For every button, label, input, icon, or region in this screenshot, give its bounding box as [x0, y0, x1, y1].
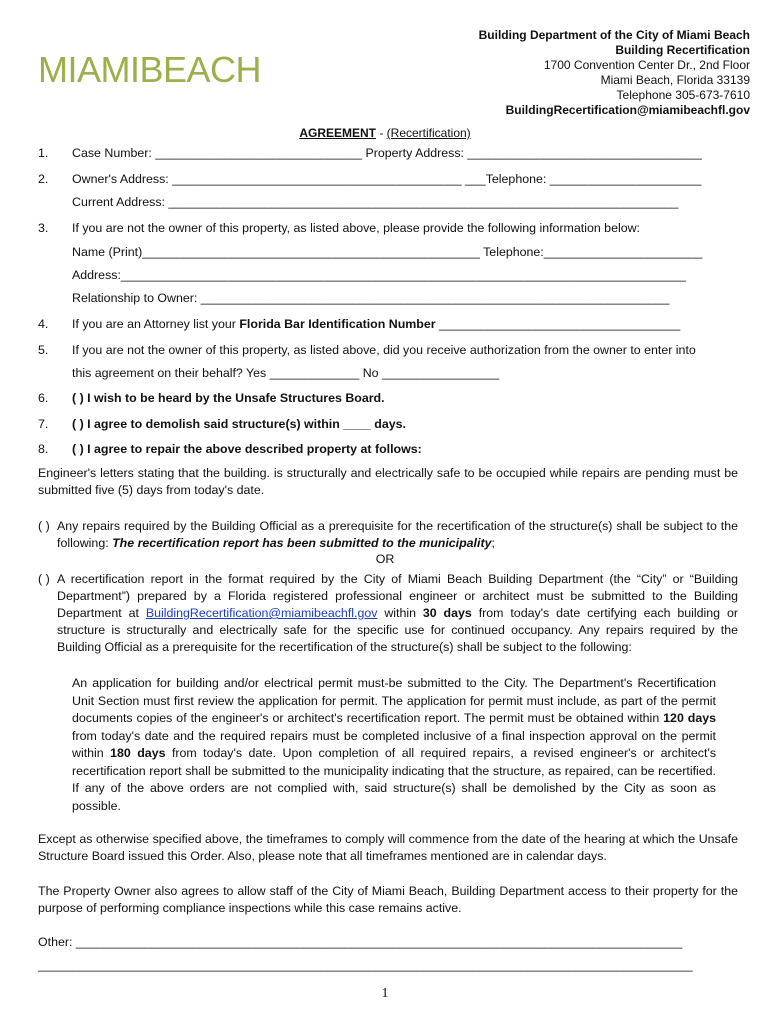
engineer-letters-paragraph: Engineer's letters stating that the building. is structurally and electrically safe to be occupied while repairs are pending must be submitted five (5) days from today's date. [38, 466, 738, 497]
agreement-title [0, 126, 770, 140]
timeframes-paragraph: Except as otherwise specified above, the timeframes to comply will commence from the date of the hearing at which the Unsafe Structure Board issued this Order. Also, please note that all timeframes mentioned are in calendar days. [38, 832, 738, 863]
item-number: 4. [38, 317, 49, 331]
header-address: 1700 Convention Center Dr., 2nd Floor [543, 58, 750, 72]
item-number: 7. [38, 417, 49, 431]
permit-text-c: from today's date and the required repairs must be completed inclusive of a final inspection approval on the permit within [72, 728, 716, 760]
permit-120-days: 120 days [663, 711, 717, 725]
permit-text-e: from today's date. Upon completion of all required repairs, a revised engineer's or architect's recertification report shall be submitted to the municipality indicating that the structure, as repaired, can be recertified. If any of the above orders are not complied with, said structure(s) shall be demolished by the City as soon as possible. [72, 746, 717, 813]
option-1-body [38, 518, 738, 552]
header-line-2: Building Recertification [615, 43, 750, 57]
relationship-field[interactable]: Relationship to Owner: ____________________________________________________________________ [72, 291, 670, 305]
option-2-text-b: within [377, 606, 423, 620]
title-main: AGREEMENT [299, 126, 376, 140]
owner-address-field[interactable]: Owner's Address: __________________________________________ ___Telephone: ______________________ [72, 172, 702, 186]
option-1-paragraph [38, 518, 738, 552]
attorney-field[interactable] [72, 317, 680, 331]
option-2-text-c: from today's date certifying each building or structure is structurally and electrically safe for the specific use for continued occupancy. Any repairs required by the Building Official as a prerequisite for the recertification of the structure(s) shall be subject to the following: [57, 606, 738, 654]
option-1-emphasis: The recertification report has been submitted to the municipality [112, 536, 492, 550]
logo-miami-text: MIAMI [38, 49, 140, 90]
logo-beach-text: BEACH [139, 49, 262, 90]
item-number: 3. [38, 221, 49, 235]
name-print-field[interactable]: Name (Print)_________________________________________________ Telephone:_______________________ [72, 245, 703, 259]
bar-id-blank: ___________________________________ [435, 317, 681, 331]
option-1-text: Any repairs required by the Building Official as a prerequisite for the recertification of the structure(s) shall be subject to the following: [57, 519, 738, 550]
attorney-text: If you are an Attorney list your [72, 317, 240, 331]
option-2-checkbox[interactable]: ( ) [38, 572, 50, 586]
department-header [479, 28, 750, 118]
recertification-email-link[interactable]: BuildingRecertification@miamibeachfl.gov [145, 606, 378, 620]
title-sub: (Recertification) [386, 126, 471, 140]
option-2-days: 30 days [422, 606, 472, 620]
or-separator: OR [375, 552, 395, 566]
case-number-field[interactable]: Case Number: ______________________________ Property Address: __________________________________ [72, 146, 702, 160]
option-1-end: ; [491, 536, 495, 550]
address-field[interactable]: Address:__________________________________________________________________________________ [72, 268, 686, 282]
page-number: 1 [381, 986, 389, 1001]
permit-text-a: An application for building and/or electrical permit must-be submitted to the City. The Department's Recertification Unit Section must first review the application for permit. The application for permit must include, as part of the permit documents copies of the engineer's or architect's recertification report. The permit must be obtained within [72, 676, 716, 725]
option-2-text-a: A recertification report in the format required by the City of Miami Beach Building Department (the “City” or “Building Department”) prepared by a Florida registered professional engineer or architect must be submitted to the Building Department at [57, 572, 738, 620]
access-paragraph: The Property Owner also agrees to allow staff of the City of Miami Beach, Building Department access to their property for the purpose of performing compliance inspections while this case remains active. [38, 884, 738, 915]
other-field-continued[interactable]: _______________________________________________________________________________________________ [38, 958, 693, 972]
miami-beach-logo [38, 49, 262, 90]
header-email: BuildingRecertification@miamibeachfl.gov [505, 103, 750, 117]
item-number: 2. [38, 172, 49, 186]
item-3-text: If you are not the owner of this property, as listed above, please provide the following information below: [72, 221, 640, 235]
current-address-field[interactable]: Current Address: __________________________________________________________________________ [72, 195, 679, 209]
bar-id-label: Florida Bar Identification Number [239, 317, 436, 331]
option-2-paragraph [38, 571, 738, 656]
repair-checkbox[interactable]: ( ) I agree to repair the above described property at follows: [72, 442, 422, 456]
permit-180-days: 180 days [110, 746, 166, 760]
option-1-checkbox[interactable]: ( ) [38, 519, 50, 533]
authorization-field[interactable]: this agreement on their behalf? Yes _____________ No _________________ [72, 366, 500, 380]
header-city: Miami Beach, Florida 33139 [600, 73, 750, 87]
header-telephone: Telephone 305-673-7610 [616, 88, 750, 102]
demolish-checkbox[interactable]: ( ) I agree to demolish said structure(s) within ____ days. [72, 417, 406, 431]
item-5-text: If you are not the owner of this property, as listed above, did you receive authorization from the owner to enter into [72, 343, 696, 357]
item-number: 8. [38, 442, 49, 456]
header-line-1: Building Department of the City of Miami Beach [478, 28, 750, 42]
other-line-1 [38, 935, 738, 949]
item-number: 1. [38, 146, 49, 160]
other-line-2 [38, 958, 738, 972]
option-2-body [38, 571, 738, 656]
permit-paragraph [72, 675, 716, 815]
title-sep: - [375, 126, 387, 140]
item-number: 6. [38, 391, 49, 405]
item-number: 5. [38, 343, 49, 357]
other-field[interactable]: Other: ________________________________________________________________________________________ [38, 935, 683, 949]
heard-by-board-checkbox[interactable]: ( ) I wish to be heard by the Unsafe Structures Board. [72, 391, 385, 405]
